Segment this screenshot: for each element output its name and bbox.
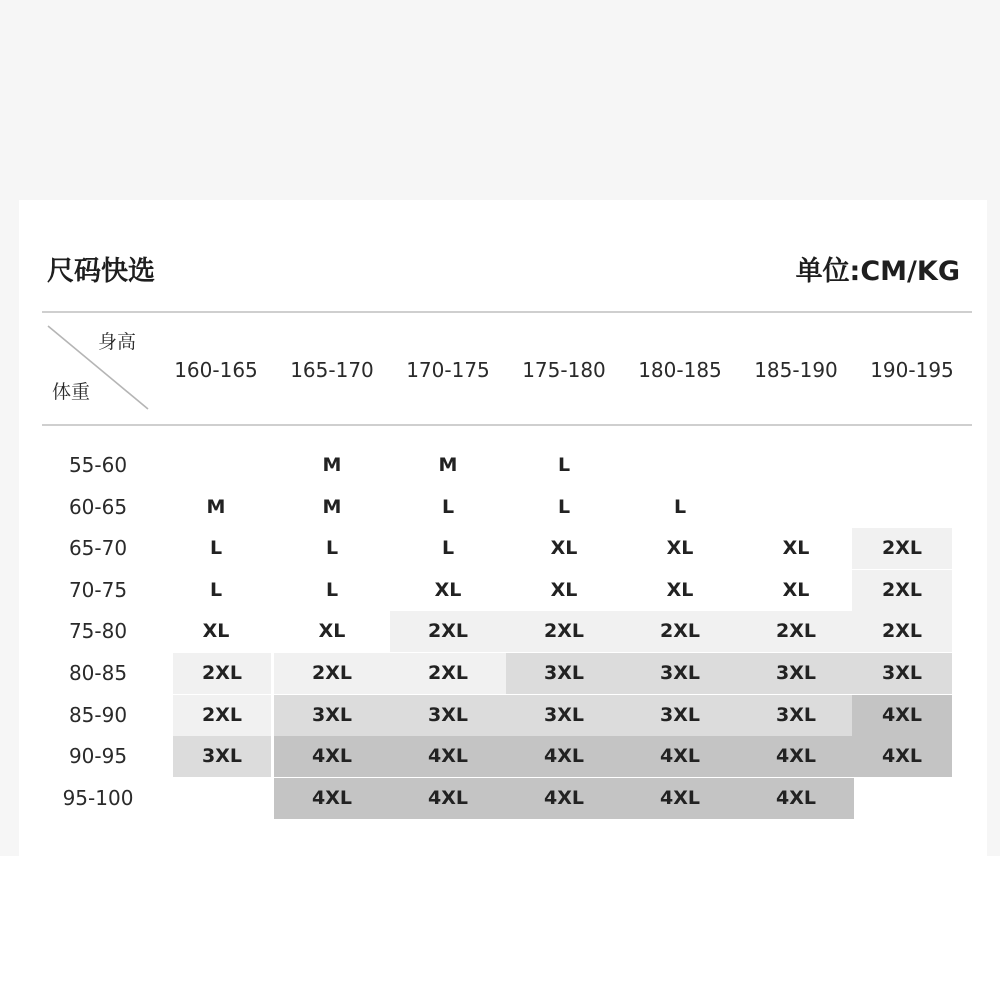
- size-cell: 2XL: [274, 653, 390, 694]
- size-cell: 3XL: [274, 695, 390, 736]
- size-cell: [854, 778, 970, 819]
- column-header-height: 170-175: [406, 358, 490, 382]
- size-cell: M: [322, 496, 342, 518]
- size-cell: 4XL: [852, 736, 952, 777]
- size-cell: L: [209, 537, 223, 559]
- size-cell: [158, 445, 274, 486]
- size-cell: 4XL: [852, 695, 952, 736]
- size-cell: [854, 445, 970, 486]
- size-cell: 3XL: [506, 695, 622, 736]
- size-cell: 4XL: [622, 778, 738, 819]
- size-cell: 3XL: [173, 736, 271, 777]
- size-cell: XL: [550, 537, 578, 559]
- size-cell: 2XL: [173, 695, 271, 736]
- size-cell: L: [441, 496, 455, 518]
- size-cell: XL: [434, 579, 462, 601]
- height-axis-label: 身高: [98, 331, 137, 353]
- header-bottom-divider: [42, 424, 972, 426]
- row-header-weight: 95-100: [62, 786, 134, 810]
- size-cell: 4XL: [506, 778, 622, 819]
- size-cell: 2XL: [852, 570, 952, 611]
- size-cell: 4XL: [506, 736, 622, 777]
- size-cell: 2XL: [390, 653, 506, 694]
- size-cell: 4XL: [390, 778, 506, 819]
- size-cell: L: [325, 579, 339, 601]
- column-header-height: 165-170: [290, 358, 374, 382]
- size-cell: 2XL: [738, 611, 854, 652]
- size-cell: [854, 487, 970, 528]
- size-cell: XL: [782, 537, 810, 559]
- chart-title: 尺码快选: [47, 256, 155, 287]
- size-cell: 3XL: [390, 695, 506, 736]
- size-cell: L: [557, 454, 571, 476]
- row-header-weight: 75-80: [68, 619, 128, 643]
- size-cell: 3XL: [738, 695, 854, 736]
- top-background-band: [0, 0, 1000, 200]
- row-header-weight: 55-60: [68, 453, 128, 477]
- row-header-weight: 90-95: [68, 744, 128, 768]
- size-cell: 3XL: [506, 653, 622, 694]
- column-header-height: 160-165: [174, 358, 258, 382]
- unit-label: 单位:CM/KG: [795, 256, 960, 287]
- size-cell: 4XL: [274, 778, 390, 819]
- size-cell: 2XL: [852, 611, 952, 652]
- row-header-weight: 60-65: [68, 495, 128, 519]
- size-cell: 4XL: [274, 736, 390, 777]
- size-cell: XL: [782, 579, 810, 601]
- size-cell: M: [438, 454, 458, 476]
- column-header-height: 175-180: [522, 358, 606, 382]
- size-cell: [158, 778, 274, 819]
- size-cell: [738, 487, 854, 528]
- column-header-height: 180-185: [638, 358, 722, 382]
- size-cell: 2XL: [173, 653, 271, 694]
- column-header-height: 185-190: [754, 358, 838, 382]
- size-cell: 2XL: [852, 528, 952, 569]
- column-header-height: 190-195: [870, 358, 954, 382]
- size-cell: 3XL: [738, 653, 854, 694]
- size-cell: L: [441, 537, 455, 559]
- right-background-band: [987, 200, 1000, 856]
- size-cell: L: [325, 537, 339, 559]
- header-top-divider: [42, 311, 972, 313]
- row-header-weight: 80-85: [68, 661, 128, 685]
- size-cell: XL: [666, 579, 694, 601]
- size-cell: 4XL: [738, 778, 854, 819]
- size-cell: 3XL: [622, 695, 738, 736]
- size-cell: XL: [666, 537, 694, 559]
- size-cell: 2XL: [622, 611, 738, 652]
- size-cell: 4XL: [390, 736, 506, 777]
- row-header-weight: 65-70: [68, 536, 128, 560]
- size-cell: L: [673, 496, 687, 518]
- left-background-band: [0, 200, 19, 856]
- size-cell: 4XL: [738, 736, 854, 777]
- size-cell: L: [557, 496, 571, 518]
- size-cell: 4XL: [622, 736, 738, 777]
- size-cell: XL: [202, 620, 230, 642]
- size-cell: L: [209, 579, 223, 601]
- size-cell: 2XL: [506, 611, 622, 652]
- row-header-weight: 70-75: [68, 578, 128, 602]
- size-cell: XL: [550, 579, 578, 601]
- size-cell: [738, 445, 854, 486]
- size-cell: M: [206, 496, 226, 518]
- size-cell: [622, 445, 738, 486]
- row-header-weight: 85-90: [68, 703, 128, 727]
- size-cell: M: [322, 454, 342, 476]
- size-cell: XL: [318, 620, 346, 642]
- size-cell: 3XL: [622, 653, 738, 694]
- size-cell: 3XL: [852, 653, 952, 694]
- size-cell: 2XL: [390, 611, 506, 652]
- weight-axis-label: 体重: [52, 381, 91, 403]
